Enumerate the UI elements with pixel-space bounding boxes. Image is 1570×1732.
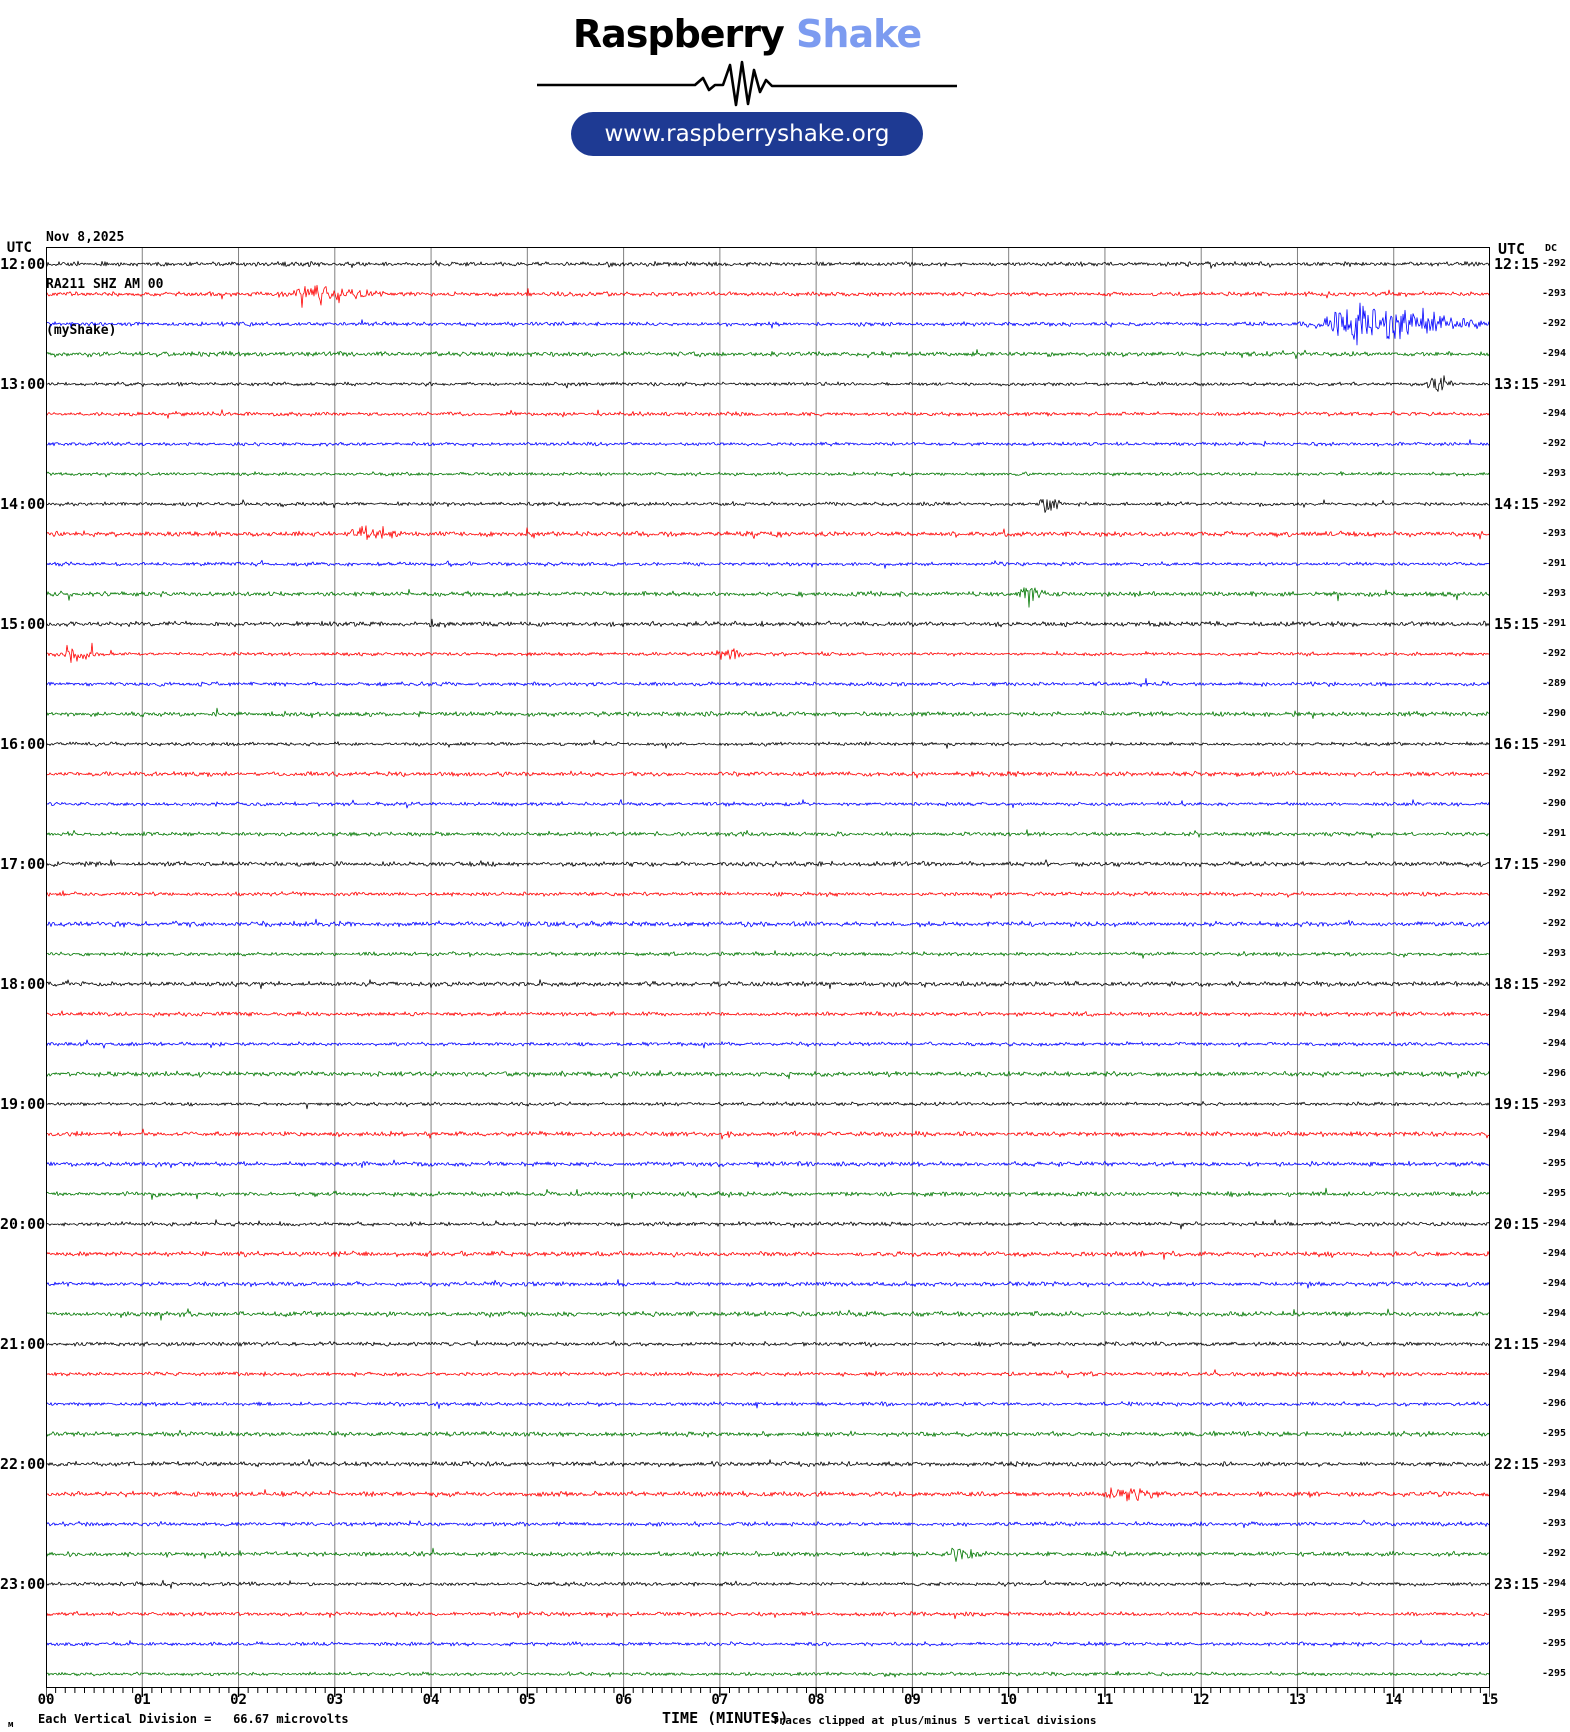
x-tick-label-03: 03 [326,1692,344,1708]
raspberry-shake-logo [0,12,1494,56]
trace-20:15 [46,1251,1490,1259]
hour-label-right-14:15: 14:15 [1494,495,1540,513]
dc-value-12:15: -293 [1542,288,1567,299]
dc-value-18:00: -292 [1542,978,1567,989]
x-tick-label-06: 06 [615,1692,633,1708]
trace-22:45 [46,1548,1490,1561]
utc-header-right: UTC [1498,240,1526,258]
hour-label-right-19:15: 19:15 [1494,1095,1540,1113]
hour-label-right-15:15: 15:15 [1494,615,1540,633]
dc-value-13:30: -292 [1542,438,1567,449]
x-tick-label-00: 00 [37,1692,55,1708]
hour-label-right-22:15: 22:15 [1494,1455,1540,1473]
trace-17:30 [46,919,1490,928]
dc-value-18:30: -294 [1542,1038,1567,1049]
x-tick-label-08: 08 [807,1692,825,1708]
utc-header-left: UTC [6,240,32,256]
x-tick-label-13: 13 [1289,1692,1306,1708]
hour-label-left-15:00: 15:00 [0,615,46,633]
trace-20:00 [46,1220,1490,1229]
trace-15:15 [46,643,1490,663]
trace-12:30 [46,303,1490,345]
dc-value-12:30: -292 [1542,318,1567,329]
trace-15:30 [46,678,1490,686]
hour-label-left-19:00: 19:00 [0,1095,46,1113]
hour-label-left-16:00: 16:00 [0,735,46,753]
dc-value-19:45: -295 [1542,1188,1567,1199]
dc-value-23:30: -295 [1542,1638,1567,1649]
dc-value-19:00: -293 [1542,1098,1567,1109]
x-tick-label-01: 01 [133,1692,151,1708]
hour-label-left-21:00: 21:00 [0,1335,46,1353]
trace-19:00 [46,1101,1490,1108]
trace-15:00 [46,619,1490,627]
dc-value-19:15: -294 [1542,1128,1567,1139]
trace-18:30 [46,1040,1490,1048]
trace-23:15 [46,1611,1490,1618]
dc-value-13:45: -293 [1542,468,1567,479]
trace-14:15 [46,526,1490,540]
hour-label-left-23:00: 23:00 [0,1575,46,1593]
trace-22:15 [46,1488,1490,1501]
hour-label-left-17:00: 17:00 [0,855,46,873]
helicorder-plot [46,247,1490,1709]
website-link-button[interactable]: www.raspberryshake.org [571,112,924,156]
trace-23:30 [46,1640,1490,1647]
dc-value-20:00: -294 [1542,1218,1567,1229]
station-date: Nov 8,2025 [46,230,125,245]
trace-13:15 [46,410,1490,419]
dc-value-21:00: -294 [1542,1338,1567,1349]
dc-value-14:15: -293 [1542,528,1567,539]
hour-label-right-17:15: 17:15 [1494,855,1540,873]
clipping-note: Traces clipped at plus/minus 5 vertical divisions [772,1714,1097,1727]
dc-value-16:15: -292 [1542,768,1567,779]
hour-label-right-12:15: 12:15 [1494,255,1540,273]
seismogram-icon [537,60,957,108]
hour-label-right-23:15: 23:15 [1494,1575,1540,1593]
dc-value-13:15: -294 [1542,408,1567,419]
x-tick-label-11: 11 [1096,1692,1114,1708]
trace-22:30 [46,1520,1490,1528]
trace-18:45 [46,1070,1490,1078]
page-header [0,12,1494,156]
hour-label-right-16:15: 16:15 [1494,735,1540,753]
dc-value-18:15: -294 [1542,1008,1567,1019]
dc-value-22:00: -293 [1542,1458,1567,1469]
trace-22:00 [46,1459,1490,1466]
trace-17:15 [46,891,1490,898]
dc-value-22:15: -294 [1542,1488,1567,1499]
plot-border [47,248,1490,1688]
dc-value-13:00: -291 [1542,378,1567,389]
trace-19:30 [46,1160,1490,1168]
trace-16:45 [46,830,1490,838]
hour-label-right-13:15: 13:15 [1494,375,1540,393]
trace-16:30 [46,800,1490,808]
trace-12:45 [46,350,1490,359]
x-tick-label-15: 15 [1481,1692,1499,1708]
hour-label-left-13:00: 13:00 [0,375,46,393]
trace-19:15 [46,1129,1490,1139]
trace-21:00 [46,1341,1490,1347]
dc-value-16:00: -291 [1542,738,1567,749]
x-axis-title: TIME (MINUTES) [662,1709,789,1727]
dc-value-12:00: -292 [1542,258,1567,269]
dc-value-23:00: -294 [1542,1578,1567,1589]
trace-23:45 [46,1671,1490,1677]
dc-value-15:45: -290 [1542,708,1567,719]
hour-label-left-22:00: 22:00 [0,1455,46,1473]
trace-16:15 [46,771,1490,778]
dc-value-21:30: -296 [1542,1398,1567,1409]
dc-value-23:15: -295 [1542,1608,1567,1619]
dc-value-17:00: -290 [1542,858,1567,869]
x-tick-label-02: 02 [230,1692,247,1708]
brand-shake: Shake [796,12,922,56]
station-network: (myShake) [46,323,117,338]
x-tick-label-07: 07 [711,1692,729,1708]
hour-label-left-20:00: 20:00 [0,1215,46,1233]
dc-value-20:45: -294 [1542,1308,1567,1319]
dc-value-14:45: -293 [1542,588,1567,599]
trace-13:00 [46,376,1490,392]
trace-13:30 [46,440,1490,447]
dc-value-20:15: -294 [1542,1248,1567,1259]
x-tick-label-12: 12 [1192,1692,1210,1708]
hour-label-right-21:15: 21:15 [1494,1335,1540,1353]
dc-value-17:30: -292 [1542,918,1567,929]
hour-label-right-20:15: 20:15 [1494,1215,1540,1233]
dc-value-22:45: -292 [1542,1548,1567,1559]
x-tick-label-09: 09 [903,1692,921,1708]
dc-value-16:30: -290 [1542,798,1567,809]
trace-17:00 [46,860,1490,867]
hour-label-left-14:00: 14:00 [0,495,46,513]
x-tick-label-10: 10 [1000,1692,1018,1708]
dc-value-15:15: -292 [1542,648,1567,659]
hour-label-right-18:15: 18:15 [1494,975,1540,993]
dc-value-14:30: -291 [1542,558,1567,569]
trace-15:45 [46,708,1490,718]
dc-value-15:30: -289 [1542,678,1567,689]
trace-13:45 [46,472,1490,477]
trace-12:15 [46,285,1490,307]
trace-16:00 [46,740,1490,748]
trace-23:00 [46,1580,1490,1588]
trace-18:00 [46,980,1490,989]
dc-value-14:00: -292 [1542,498,1567,509]
dc-value-15:00: -291 [1542,618,1567,629]
trace-20:45 [46,1309,1490,1321]
trace-19:45 [46,1188,1490,1199]
dc-header: DC [1545,243,1558,254]
dc-value-16:45: -291 [1542,828,1567,839]
trace-14:45 [46,588,1490,608]
trace-17:45 [46,951,1490,959]
vertical-division-note: Each Vertical Division = 66.67 microvolts [38,1712,349,1726]
hour-label-left-18:00: 18:00 [0,975,46,993]
trace-12:00 [46,261,1490,269]
station-id: RA211 SHZ AM 00 [46,276,164,292]
dc-value-23:45: -295 [1542,1668,1567,1679]
trace-18:15 [46,1011,1490,1017]
x-tick-label-04: 04 [422,1692,440,1708]
x-tick-label-14: 14 [1385,1692,1403,1708]
trace-21:45 [46,1430,1490,1437]
dc-value-22:30: -293 [1542,1518,1567,1529]
trace-14:00 [46,499,1490,512]
scale-marker-glyph: м [8,1720,14,1730]
hour-label-left-12:00: 12:00 [0,255,46,273]
dc-value-17:15: -292 [1542,888,1567,899]
dc-value-17:45: -293 [1542,948,1567,959]
dc-value-21:45: -295 [1542,1428,1567,1439]
trace-21:30 [46,1402,1490,1409]
x-tick-label-05: 05 [518,1692,536,1708]
dc-value-18:45: -296 [1542,1068,1567,1079]
dc-value-20:30: -294 [1542,1278,1567,1289]
trace-14:30 [46,560,1490,568]
trace-21:15 [46,1370,1490,1378]
dc-value-21:15: -294 [1542,1368,1567,1379]
dc-value-19:30: -295 [1542,1158,1567,1169]
trace-20:30 [46,1280,1490,1289]
brand-raspberry: Raspberry [572,12,784,56]
dc-value-12:45: -294 [1542,348,1567,359]
